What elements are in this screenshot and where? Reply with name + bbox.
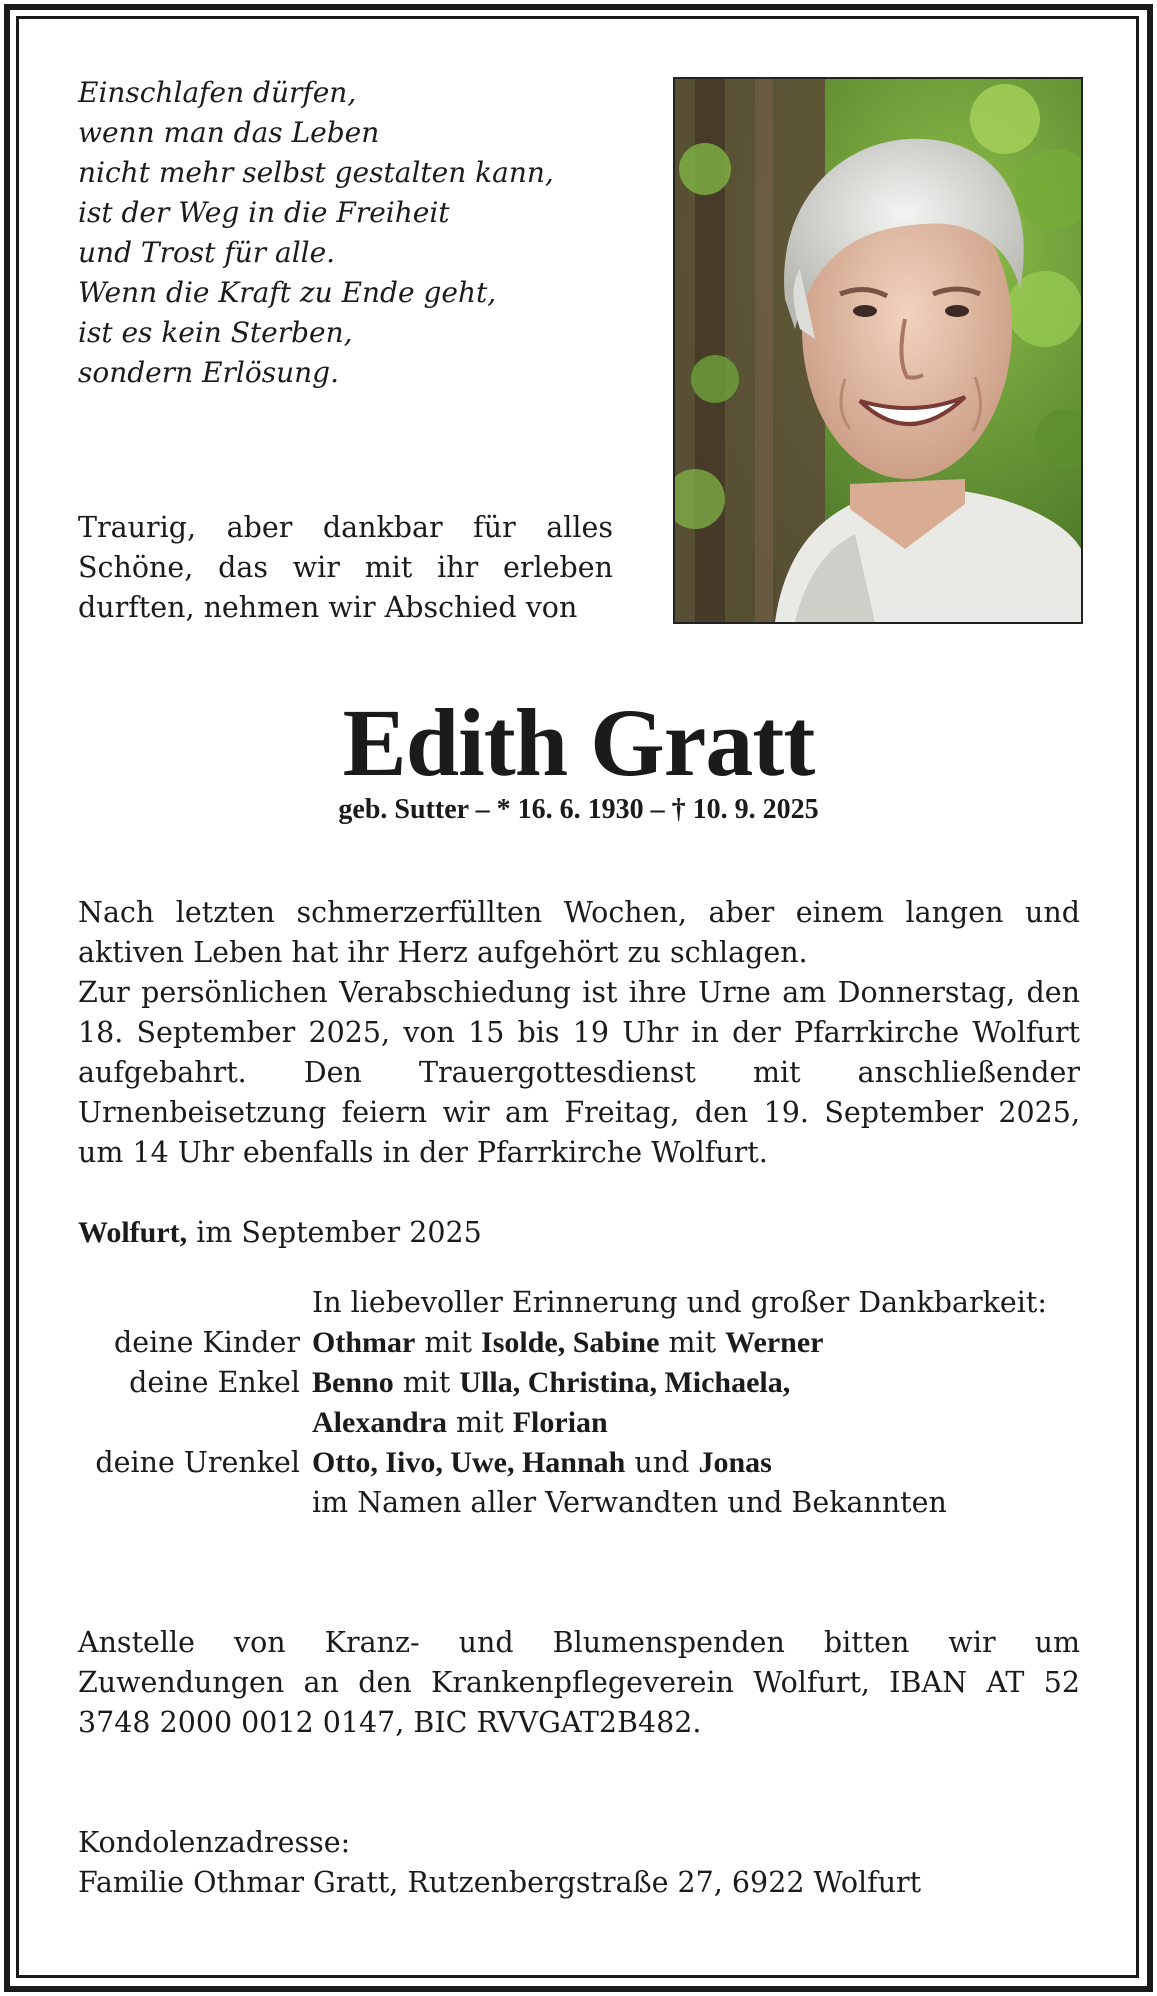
poem-line: wenn man das Leben (78, 116, 380, 149)
place-town: Wolfurt, (78, 1216, 188, 1249)
poem-line: ist der Weg in die Freiheit (78, 196, 450, 229)
family-header-row (78, 1283, 1080, 1323)
body-paragraph: Nach letzten schmerzerfüllten Wochen, aber einem langen und aktiven Leben hat ihr Herz aufgehört zu schlagen. (78, 896, 1080, 969)
intro-text: Traurig, aber dankbar für alles Schöne, das wir mit ihr erleben durften, nehmen wir Abschied von (78, 511, 613, 624)
portrait-photo (673, 77, 1083, 624)
condolence-address (78, 1823, 1080, 1903)
family-closing: im Namen aller Verwandten und Bekannten (312, 1486, 947, 1519)
family-name: Othmar (312, 1326, 416, 1359)
family-label: deine Enkel (129, 1366, 300, 1399)
family-name: Otto, Iivo, Uwe, Hannah (312, 1446, 626, 1479)
family-name: Werner (725, 1326, 824, 1359)
poem-line: Einschlafen dürfen, (78, 76, 357, 109)
condolence-address-line: Familie Othmar Gratt, Rutzenbergstraße 27, 6922 Wolfurt (78, 1866, 922, 1899)
poem-line: nicht mehr selbst gestalten kann, (78, 156, 554, 189)
family-row-enkel-cont: Alexandra mit Florian (312, 1406, 608, 1439)
family-label: deine Kinder (113, 1326, 300, 1359)
family-list (78, 1283, 1080, 1523)
family-name: Benno (312, 1366, 394, 1399)
condolence-label: Kondolenzadresse: (78, 1826, 351, 1859)
family-name: Florian (512, 1406, 608, 1439)
poem-line: und Trost für alle. (78, 236, 336, 269)
body-paragraph: Zur persönlichen Verabschiedung ist ihre Urne am Donnerstag, den 18. September 2025, von 15 bis 19 Uhr in der Pfarrkirche Wolfurt aufgebahrt. Den Trauergottesdienst mit anschließender Urnenbeisetzung feiern wir am Freitag, den 19. September 2025, um 14 Uhr ebenfalls in der Pfarrkirche Wolfurt. (78, 976, 1080, 1169)
deceased-name: Edith Gratt (342, 689, 815, 796)
family-closing-row (78, 1483, 1080, 1523)
poem-line: Wenn die Kraft zu Ende geht, (78, 276, 497, 309)
family-label: deine Urenkel (95, 1446, 300, 1479)
place-date (78, 1213, 482, 1253)
poem-line: sondern Erlösung. (78, 356, 339, 389)
poem (78, 73, 638, 393)
family-header: In liebevoller Erinnerung und großer Dankbarkeit: (312, 1286, 1047, 1319)
family-row-urenkel: deine Urenkel Otto, Iivo, Uwe, Hannah und Jonas (78, 1443, 1080, 1483)
family-row-enkel: deine Enkel Benno mit Ulla, Christina, Michaela, (78, 1363, 1080, 1403)
announcement-body (78, 893, 1080, 1173)
place-date-text: im September 2025 (187, 1216, 482, 1249)
family-name: Alexandra (312, 1406, 447, 1439)
family-name: Isolde, Sabine (481, 1326, 660, 1359)
life-dates: geb. Sutter – * 16. 6. 1930 – † 10. 9. 2025 (338, 794, 819, 825)
family-row-kinder: deine Kinder Othmar mit Isolde, Sabine mit Werner (78, 1323, 1080, 1363)
family-name: Jonas (698, 1446, 772, 1479)
family-name: Ulla, Christina, Michaela, (459, 1366, 791, 1399)
donation-note: Anstelle von Kranz- und Blumenspenden bitten wir um Zuwendungen an den Krankenpflegeverein Wolfurt, IBAN AT 52 3748 2000 0012 0147, BIC RVVGAT2B482. (78, 1626, 1080, 1739)
poem-line: ist es kein Sterben, (78, 316, 353, 349)
